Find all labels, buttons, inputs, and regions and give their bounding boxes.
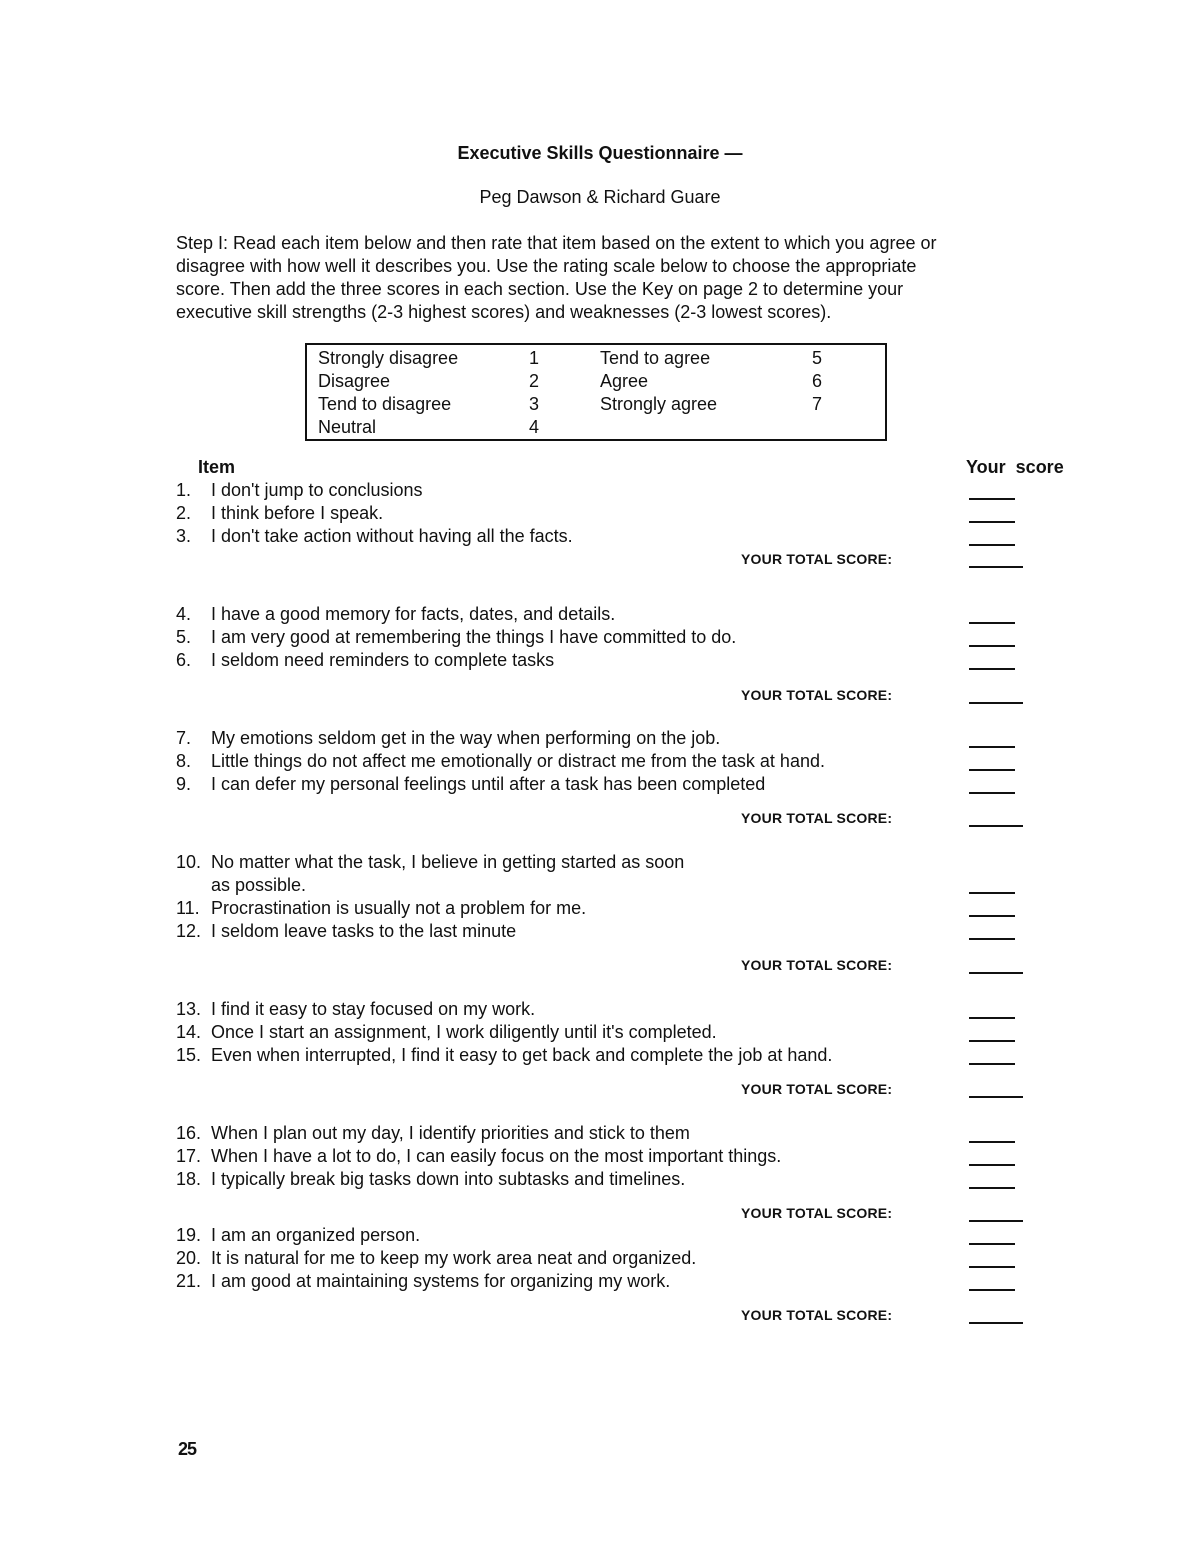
rating-scale-label: Strongly agree [600, 394, 718, 414]
item-number: 7. [176, 728, 192, 748]
item-number: 11. [176, 898, 200, 918]
item-number: 13. [176, 999, 202, 1019]
score-blank[interactable] [969, 622, 1015, 624]
item-text: I find it easy to stay focused on my work. [211, 999, 536, 1019]
rating-scale-label: Tend to agree [600, 348, 711, 368]
item-text: I think before I speak. [211, 503, 384, 523]
total-score-label: YOUR TOTAL SCORE: [741, 810, 893, 826]
score-blank[interactable] [969, 892, 1015, 894]
item-number: 5. [176, 627, 192, 647]
total-score-label: YOUR TOTAL SCORE: [741, 957, 893, 973]
questionnaire-item [176, 920, 516, 943]
score-blank[interactable] [969, 746, 1015, 748]
questionnaire-item [176, 502, 383, 525]
item-text: I typically break big tasks down into subtasks and timelines. [211, 1169, 686, 1189]
rating-scale-value: 1 [529, 348, 540, 368]
rating-scale-value: 7 [812, 394, 823, 414]
questionnaire-item [176, 603, 615, 626]
total-score-label: YOUR TOTAL SCORE: [741, 1081, 893, 1097]
questionnaire-item [176, 1247, 696, 1270]
item-text: Even when interrupted, I find it easy to get back and complete the job at hand. [211, 1045, 833, 1065]
questionnaire-item [176, 1021, 717, 1044]
questionnaire-item [176, 1168, 685, 1191]
questionnaire-item [176, 1224, 420, 1247]
item-text: It is natural for me to keep my work area neat and organized. [211, 1248, 697, 1268]
questionnaire-item [176, 1145, 781, 1168]
score-blank[interactable] [969, 668, 1015, 670]
questionnaire-item [176, 851, 684, 874]
total-score-blank[interactable] [969, 1220, 1023, 1222]
item-text: I have a good memory for facts, dates, and details. [211, 604, 616, 624]
score-blank[interactable] [969, 792, 1015, 794]
item-number: 3. [176, 526, 192, 546]
questionnaire-item [176, 1044, 832, 1067]
instructions-line: Step I: Read each item below and then rate that item based on the extent to which you agree or [176, 233, 937, 253]
score-blank[interactable] [969, 1289, 1015, 1291]
questionnaire-item [176, 897, 586, 920]
authors: Peg Dawson & Richard Guare [479, 187, 721, 207]
item-text: I seldom leave tasks to the last minute [211, 921, 517, 941]
rating-scale-label: Disagree [318, 371, 391, 391]
item-column-header: Item [198, 457, 236, 477]
rating-scale-value: 4 [529, 417, 540, 437]
instructions [176, 232, 1026, 324]
score-blank[interactable] [969, 915, 1015, 917]
total-score-label: YOUR TOTAL SCORE: [741, 551, 893, 567]
page-number: 25 [178, 1439, 197, 1459]
score-blank[interactable] [969, 938, 1015, 940]
rating-scale-label: Tend to disagree [318, 394, 452, 414]
rating-scale-value: 5 [812, 348, 823, 368]
instructions-line: score. Then add the three scores in each section. Use the Key on page 2 to determine your [176, 279, 904, 299]
item-text: I am good at maintaining systems for organizing my work. [211, 1271, 671, 1291]
item-number: 14. [176, 1022, 202, 1042]
total-score-blank[interactable] [969, 1096, 1023, 1098]
item-text-continued: as possible. [211, 875, 307, 895]
rating-scale-value: 6 [812, 371, 823, 391]
score-blank[interactable] [969, 769, 1015, 771]
questionnaire-item [176, 649, 554, 672]
score-blank[interactable] [969, 1017, 1015, 1019]
score-blank[interactable] [969, 544, 1015, 546]
item-number: 8. [176, 751, 192, 771]
score-blank[interactable] [969, 1187, 1015, 1189]
instructions-line: executive skill strengths (2-3 highest scores) and weaknesses (2-3 lowest scores). [176, 302, 832, 322]
questionnaire-item [176, 727, 720, 750]
item-number: 2. [176, 503, 192, 523]
item-number: 19. [176, 1225, 202, 1245]
item-text: I seldom need reminders to complete tasks [211, 650, 555, 670]
total-score-blank[interactable] [969, 702, 1023, 704]
total-score-blank[interactable] [969, 1322, 1023, 1324]
item-number: 6. [176, 650, 192, 670]
item-number: 1. [176, 480, 192, 500]
rating-scale-label: Neutral [318, 417, 377, 437]
item-text: My emotions seldom get in the way when performing on the job. [211, 728, 721, 748]
item-text: Little things do not affect me emotionally or distract me from the task at hand. [211, 751, 825, 771]
rating-scale-label: Agree [600, 371, 649, 391]
questionnaire-item [176, 479, 423, 502]
item-text: I don't jump to conclusions [211, 480, 423, 500]
item-number: 9. [176, 774, 192, 794]
score-blank[interactable] [969, 1266, 1015, 1268]
score-column-header: Your score [966, 457, 1064, 477]
score-blank[interactable] [969, 498, 1015, 500]
score-blank[interactable] [969, 1040, 1015, 1042]
item-number: 18. [176, 1169, 202, 1189]
total-score-label: YOUR TOTAL SCORE: [741, 1205, 893, 1221]
questionnaire-item [176, 1270, 670, 1293]
score-blank[interactable] [969, 1243, 1015, 1245]
item-number: 4. [176, 604, 192, 624]
item-text: When I plan out my day, I identify priorities and stick to them [211, 1123, 690, 1143]
item-text: I am an organized person. [211, 1225, 421, 1245]
item-number: 16. [176, 1123, 202, 1143]
item-number: 10. [176, 852, 202, 872]
questionnaire-item [176, 998, 535, 1021]
item-text: Once I start an assignment, I work diligently until it's completed. [211, 1022, 717, 1042]
instructions-line: disagree with how well it describes you. Use the rating scale below to choose the appropriate [176, 256, 917, 276]
questionnaire-item [176, 1122, 690, 1145]
item-number: 21. [176, 1271, 202, 1291]
item-number: 20. [176, 1248, 202, 1268]
score-blank[interactable] [969, 1141, 1015, 1143]
item-text: I don't take action without having all the facts. [211, 526, 573, 546]
score-blank[interactable] [969, 645, 1015, 647]
item-text: Procrastination is usually not a problem for me. [211, 898, 587, 918]
total-score-blank[interactable] [969, 825, 1023, 827]
total-score-blank[interactable] [969, 566, 1023, 568]
rating-scale-value: 2 [529, 371, 540, 391]
score-blank[interactable] [969, 1164, 1015, 1166]
item-text: I can defer my personal feelings until after a task has been completed [211, 774, 766, 794]
rating-scale-value: 3 [529, 394, 540, 414]
questionnaire-item [176, 750, 825, 773]
questionnaire-item [176, 773, 765, 796]
score-blank[interactable] [969, 1063, 1015, 1065]
item-text: I am very good at remembering the things I have committed to do. [211, 627, 737, 647]
item-number: 15. [176, 1045, 202, 1065]
item-text: No matter what the task, I believe in getting started as soon [211, 852, 685, 872]
questionnaire-item [176, 626, 736, 649]
item-text: When I have a lot to do, I can easily focus on the most important things. [211, 1146, 782, 1166]
total-score-label: YOUR TOTAL SCORE: [741, 687, 893, 703]
total-score-label: YOUR TOTAL SCORE: [741, 1307, 893, 1323]
item-number: 12. [176, 921, 202, 941]
item-number: 17. [176, 1146, 202, 1166]
questionnaire-item [176, 525, 573, 548]
score-blank[interactable] [969, 521, 1015, 523]
document-title: Executive Skills Questionnaire — [457, 143, 743, 163]
rating-scale-label: Strongly disagree [318, 348, 459, 368]
total-score-blank[interactable] [969, 972, 1023, 974]
